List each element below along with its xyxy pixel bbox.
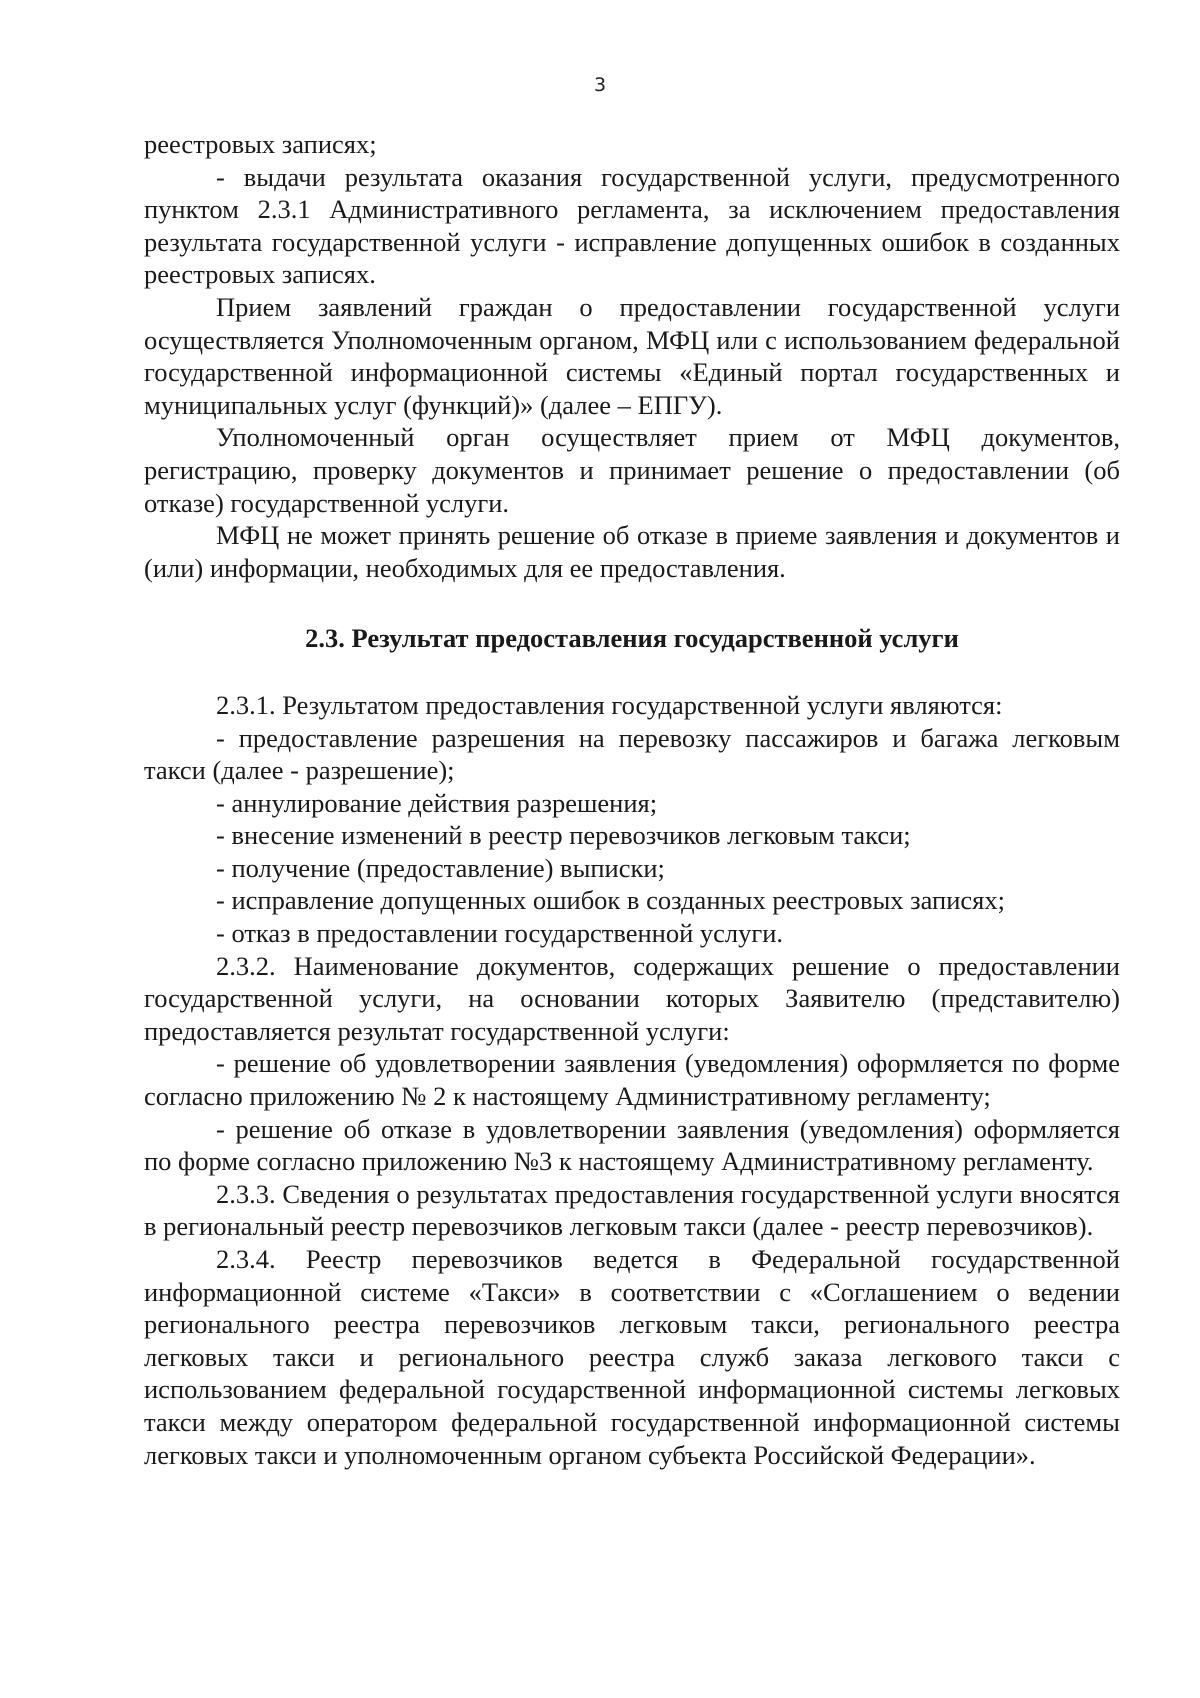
paragraphs-before: [144, 128, 1120, 584]
paragraph: Прием заявлений граждан о предоставлении государственной услуги осуществляется Уполномоченным органом, МФЦ или с использованием федеральной государственной информационной системы «Единый портал государственных и муниципальных услуг (функций)» (далее – ЕПГУ).: [144, 291, 1120, 420]
list-item: - решение об отказе в удовлетворении заявления (уведомления) оформляется по форме согласно приложению №3 к настоящему Административному регламенту.: [144, 1113, 1120, 1177]
paragraph: 2.3.2. Наименование документов, содержащих решение о предоставлении государственной услуги, на основании которых Заявителю (представителю) предоставляется результат государственной услуги:: [144, 950, 1120, 1046]
page-number: 3: [593, 74, 607, 96]
paragraphs-after: [144, 689, 1120, 1471]
paragraph: 2.3.4. Реестр перевозчиков ведется в Федеральной государственной информационной системе «Такси» в соответствии с «Соглашением о ведении регионального реестра перевозчиков легковым такси, регионального реестра легковых такси и регионального реестра служб заказа легкового такси с использованием федеральной государственной информационной системы легковых такси между оператором федеральной государственной информационной системы легковых такси и уполномоченным органом субъекта Российской Федерации».: [144, 1244, 1120, 1470]
list-item: - отказ в предоставлении государственной услуги.: [216, 918, 784, 949]
paragraph: 2.3.1. Результатом предоставления государственной услуги являются:: [216, 689, 1003, 720]
list-item: - внесение изменений в реестр перевозчиков легковым такси;: [216, 820, 911, 851]
list-item: - аннулирование действия разрешения;: [216, 787, 658, 818]
document-body: [144, 128, 1120, 1471]
paragraph: МФЦ не может принять решение об отказе в приеме заявления и документов и (или) информации, необходимых для ее предоставления.: [144, 520, 1120, 583]
list-item: - предоставление разрешения на перевозку пассажиров и багажа легковым такси (далее - разрешение);: [144, 722, 1120, 786]
paragraph: реестровых записях;: [144, 129, 377, 159]
list-item: - получение (предоставление) выписки;: [216, 852, 665, 883]
section-heading: 2.3. Результат предоставления государственной услуги: [305, 623, 959, 654]
list-item: - исправление допущенных ошибок в созданных реестровых записях;: [216, 885, 1005, 916]
paragraph: - выдачи результата оказания государственной услуги, предусмотренного пунктом 2.3.1 Административного регламента, за исключением предоставления результата государственной услуги - исправление допущенных ошибок в созданных реестровых записях.: [144, 161, 1120, 290]
paragraph: 2.3.3. Сведения о результатах предоставления государственной услуги вносятся в региональный реестр перевозчиков легковым такси (далее - реестр перевозчиков).: [144, 1178, 1120, 1242]
list-item: - решение об удовлетворении заявления (уведомления) оформляется по форме согласно приложению № 2 к настоящему Административному регламенту;: [144, 1048, 1120, 1112]
paragraph: Уполномоченный орган осуществляет прием от МФЦ документов, регистрацию, проверку документов и принимает решение о предоставлении (об отказе) государственной услуги.: [144, 422, 1120, 518]
